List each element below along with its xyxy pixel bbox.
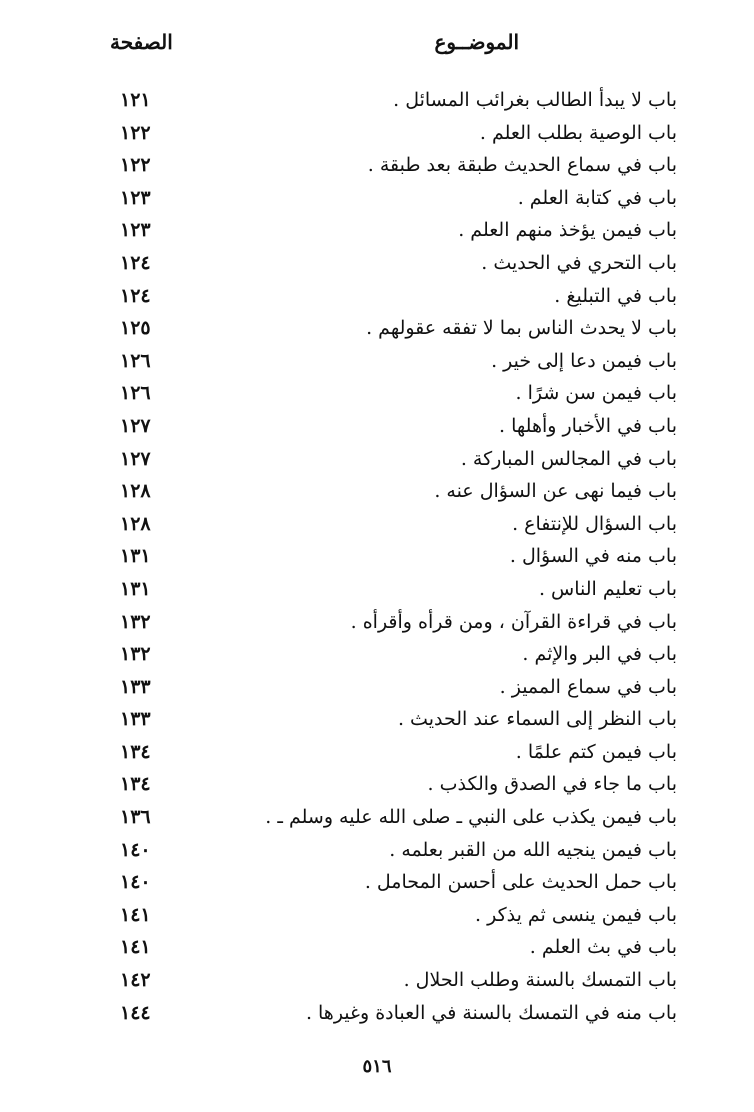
toc-entry bbox=[0, 671, 754, 704]
toc-entry bbox=[0, 997, 754, 1030]
toc-entry-title: باب التمسك بالسنة وطلب الحلال . bbox=[403, 969, 677, 992]
toc-entry bbox=[0, 638, 754, 671]
toc-entry-page: ١٤٠ bbox=[120, 838, 151, 861]
toc-entry-page: ١٢٢ bbox=[120, 121, 151, 144]
toc-entry bbox=[0, 540, 754, 573]
toc-entry-title: باب في قراءة القرآن ، ومن قرأه وأقرأه . bbox=[350, 610, 677, 633]
table-of-contents bbox=[0, 84, 754, 1029]
toc-entry-title: باب في كتابة العلم . bbox=[517, 186, 677, 209]
toc-entry-page: ١٣١ bbox=[120, 545, 151, 568]
toc-entry bbox=[0, 117, 754, 150]
toc-entry-page: ١٣٦ bbox=[120, 806, 151, 829]
toc-entry-page: ١٣١ bbox=[120, 577, 151, 600]
toc-entry-page: ١٢٤ bbox=[120, 251, 151, 274]
toc-entry-page: ١٢٣ bbox=[120, 219, 151, 242]
toc-entry-page: ١٣٢ bbox=[120, 610, 151, 633]
toc-entry-title: باب تعليم الناس . bbox=[538, 577, 677, 600]
toc-entry-title: باب النظر إلى السماء عند الحديث . bbox=[397, 708, 677, 731]
toc-entry-title: باب فيمن سن شرًا . bbox=[515, 382, 677, 405]
toc-entry-page: ١٢٨ bbox=[120, 512, 151, 535]
toc-entry bbox=[0, 801, 754, 834]
toc-entry bbox=[0, 899, 754, 932]
toc-entry bbox=[0, 475, 754, 508]
toc-entry-title: باب فيمن ينسى ثم يذكر . bbox=[475, 903, 677, 926]
toc-entry bbox=[0, 312, 754, 345]
toc-header bbox=[0, 30, 754, 64]
toc-entry bbox=[0, 214, 754, 247]
toc-entry-title: باب في سماع المميز . bbox=[499, 675, 677, 698]
toc-entry-page: ١٣٣ bbox=[120, 708, 151, 731]
toc-entry-title: باب ما جاء في الصدق والكذب . bbox=[427, 773, 677, 796]
toc-entry-title: باب فيمن يؤخذ منهم العلم . bbox=[458, 219, 677, 242]
toc-entry-title: باب في بث العلم . bbox=[529, 936, 677, 959]
toc-entry-page: ١٣٤ bbox=[120, 773, 151, 796]
toc-entry-page: ١٣٣ bbox=[120, 675, 151, 698]
toc-entry-title: باب لا يبدأ الطالب بغرائب المسائل . bbox=[393, 89, 677, 111]
toc-entry bbox=[0, 84, 754, 117]
toc-entry-title: باب منه في التمسك بالسنة في العبادة وغيرها . bbox=[305, 1001, 677, 1024]
toc-entry bbox=[0, 280, 754, 313]
toc-entry-page: ١٤٠ bbox=[120, 871, 151, 894]
toc-entry bbox=[0, 149, 754, 182]
toc-entry-title: باب فيمن دعا إلى خير . bbox=[491, 349, 677, 372]
toc-entry-page: ١٢١ bbox=[120, 89, 151, 111]
toc-entry-title: باب فيمن ينجيه الله من القبر بعلمه . bbox=[389, 838, 677, 861]
page-number: ٥١٦ bbox=[362, 1056, 392, 1077]
toc-entry bbox=[0, 410, 754, 443]
toc-entry bbox=[0, 768, 754, 801]
toc-entry-title: باب في البر والإثم . bbox=[522, 643, 677, 666]
toc-entry-page: ١٤٢ bbox=[120, 969, 151, 992]
toc-entry-title: باب فيما نهى عن السؤال عنه . bbox=[434, 480, 677, 503]
toc-entry-page: ١٢٣ bbox=[120, 186, 151, 209]
toc-entry-page: ١٢٧ bbox=[120, 414, 151, 437]
toc-entry-title: باب فيمن يكذب على النبي ـ صلى الله عليه وسلم ـ . bbox=[265, 806, 677, 829]
toc-entry-page: ١٣٤ bbox=[120, 740, 151, 763]
topic-column-heading: الموضــوع bbox=[434, 30, 519, 54]
toc-entry bbox=[0, 443, 754, 476]
toc-entry-title: باب التحري في الحديث . bbox=[481, 251, 677, 274]
toc-entry bbox=[0, 345, 754, 378]
toc-entry bbox=[0, 931, 754, 964]
page-column-heading: الصفحة bbox=[110, 30, 173, 54]
toc-entry bbox=[0, 508, 754, 541]
toc-entry-page: ١٤١ bbox=[120, 903, 151, 926]
toc-entry-page: ١٢٥ bbox=[120, 317, 151, 340]
toc-entry bbox=[0, 736, 754, 769]
toc-entry bbox=[0, 573, 754, 606]
toc-entry-page: ١٢٧ bbox=[120, 447, 151, 470]
toc-entry-page: ١٢٨ bbox=[120, 480, 151, 503]
toc-entry-title: باب في سماع الحديث طبقة بعد طبقة . bbox=[367, 154, 677, 177]
toc-entry-title: باب الوصية بطلب العلم . bbox=[479, 121, 677, 144]
toc-entry-page: ١٤٤ bbox=[120, 1001, 151, 1024]
toc-entry-page: ١٢٢ bbox=[120, 154, 151, 177]
toc-entry-title: باب في الأخبار وأهلها . bbox=[499, 414, 677, 437]
toc-entry bbox=[0, 866, 754, 899]
toc-entry-title: باب في المجالس المباركة . bbox=[460, 447, 677, 470]
toc-entry-title: باب السؤال للإنتفاع . bbox=[512, 512, 677, 535]
toc-entry-page: ١٢٦ bbox=[120, 382, 151, 405]
toc-entry-title: باب في التبليغ . bbox=[554, 284, 677, 307]
toc-entry-title: باب منه في السؤال . bbox=[509, 545, 677, 568]
toc-entry-page: ١٣٢ bbox=[120, 643, 151, 666]
toc-entry-title: باب حمل الحديث على أحسن المحامل . bbox=[364, 871, 677, 894]
toc-entry bbox=[0, 182, 754, 215]
toc-entry bbox=[0, 834, 754, 867]
toc-entry-title: باب فيمن كتم علمًا . bbox=[515, 740, 677, 763]
toc-entry bbox=[0, 606, 754, 639]
toc-entry bbox=[0, 247, 754, 280]
toc-entry bbox=[0, 377, 754, 410]
toc-entry bbox=[0, 964, 754, 997]
toc-entry-title: باب لا يحدث الناس بما لا تفقه عقولهم . bbox=[366, 317, 677, 340]
toc-entry bbox=[0, 703, 754, 736]
toc-entry-page: ١٢٦ bbox=[120, 349, 151, 372]
toc-entry-page: ١٢٤ bbox=[120, 284, 151, 307]
toc-entry-page: ١٤١ bbox=[120, 936, 151, 959]
